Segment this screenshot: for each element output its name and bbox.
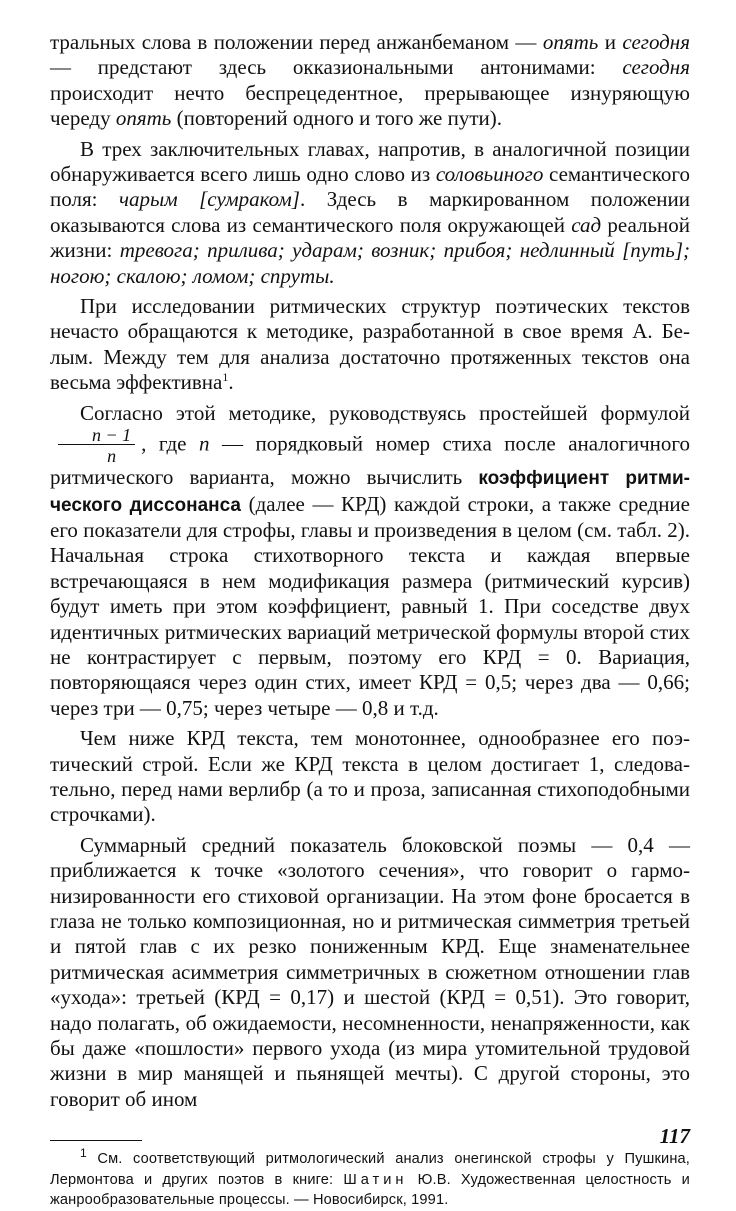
text-run: и (598, 30, 623, 54)
footnote-text: Ю.В. Художественная целостность и жанрообразовательные процессы. — Новосибирск, 1991. (50, 1171, 690, 1209)
italic-term-list: тревога; прилива; ударам; возник; прибоя; недлинный [путь]; ногою; скалою; ломом; спруты. (50, 238, 690, 288)
text-run: При исследовании ритмических структур поэтических текстов нечасто обращаются к методике, разработанной в свое время А. Белым. Между тем для анализа достаточно протяженных текстов она весьма эффективна (50, 294, 690, 395)
italic-term: соловьиного (435, 162, 544, 187)
italic-term: сад (571, 212, 602, 237)
paragraph-2 (50, 137, 690, 289)
page-number: 117 (659, 1124, 690, 1148)
footnote-text: См. соответствующий ритмологический анализ онегинской строфы у Пушкина, Лермонтова и других поэтов в книге: (50, 1151, 690, 1188)
bold-term: коэффициент ритмического диссонанса (50, 468, 690, 516)
paragraph-4 (50, 401, 690, 721)
text-run: — порядковый номер стиха после аналогичного ритмического варианта, можно вычислить (50, 431, 690, 490)
italic-term: сегодня (622, 30, 690, 54)
italic-term: чарым [сумраком] (118, 187, 300, 212)
text-run: семантического поля: (50, 162, 690, 212)
fraction-numerator: n − 1 (58, 426, 135, 445)
text-run: (далее — КРД) каждой строки, а также средние его показатели для строфы, главы и произведения в целом (см. табл. 2). Начальная строка стихотворного текста и каждая впервые встречающаяся в нем модификация размера (ритмический курсив) будут иметь при этом коэффициент, равный 1. При соседстве двух идентичных ритмических вариаций метрической формулы второй стих не контрастирует с первым, поэтому его КРД = 0. Вариация, повторяющаяся через один стих, имеет КРД = 0,5; через два — 0,66; через три — 0,75; через четыре — 0,8 и т.д. (50, 491, 690, 720)
text-run: В трех заключительных главах, напротив, в аналогичной позиции обнаруживается всего лишь одно слово из (50, 136, 690, 187)
text-run: , где (141, 431, 200, 456)
italic-term: сегодня (622, 55, 690, 80)
text-run: — предстают здесь окказиональными антонимами: (50, 55, 623, 80)
footnote-author: Шатин (343, 1171, 408, 1188)
formula-fraction (58, 426, 135, 465)
italic-term: опять (115, 106, 172, 131)
text-run: Суммарный средний показатель блоковской поэмы — 0,4 — приближается к точке «золотого сечения», что говорит о гармонизированности его стиховой организации. На этом фоне бросается в глаза не только композиционная, но и ритмическая симметрия третьей и пятой глав с их резко пониженным КРД. Еще знаменательнее ритмическая асимметрия симметричных в сюжетном отношении глав «ухода»: третьей (КРД = 0,17) и шестой (КРД = 0,51). Это говорит, надо полагать, об ожидаемости, несомненности, ненапряженности, как бы даже «пошлости» первого ухода (из мира утомительной трудовой жизни в мир манящей и пьянящей мечты). С другой стороны, это говорит об ином (50, 832, 690, 1111)
text-run: . Здесь в маркированном положении оказываются слова из семантического поля окружающей (50, 187, 690, 237)
paragraph-5 (50, 726, 690, 828)
text-run: Чем ниже КРД текста, тем монотоннее, однообразнее его поэтический строй. Если же КРД текста в целом достигает 1, следовательно, перед нами верлибр (а то и проза, записанная стихоподобными строчками). (50, 726, 690, 827)
text-run: происходит нечто беспрецедентное, прерывающее изнуряющую череду (50, 80, 690, 131)
text-run: . (228, 370, 234, 395)
text-run: реальной жизни: (50, 212, 690, 263)
text-run: Согласно этой методике, руководствуясь простейшей формулой (80, 400, 690, 425)
footnote-reference[interactable]: 1 (222, 370, 229, 385)
italic-term: опять (542, 30, 599, 54)
text-run: тральных слова в положении перед анжанбеманом — (50, 30, 543, 54)
paragraph-6 (50, 833, 690, 1112)
footnote (50, 1146, 690, 1211)
paragraph-3 (50, 294, 690, 396)
text-run: (повторений одного и того же пути). (171, 106, 503, 131)
italic-variable: n (199, 431, 210, 456)
main-text (50, 30, 690, 1112)
paragraph-1 (50, 30, 690, 132)
footnote-mark: 1 (80, 1146, 87, 1161)
footnote-separator (50, 1140, 142, 1141)
fraction-denominator: n (107, 446, 117, 467)
